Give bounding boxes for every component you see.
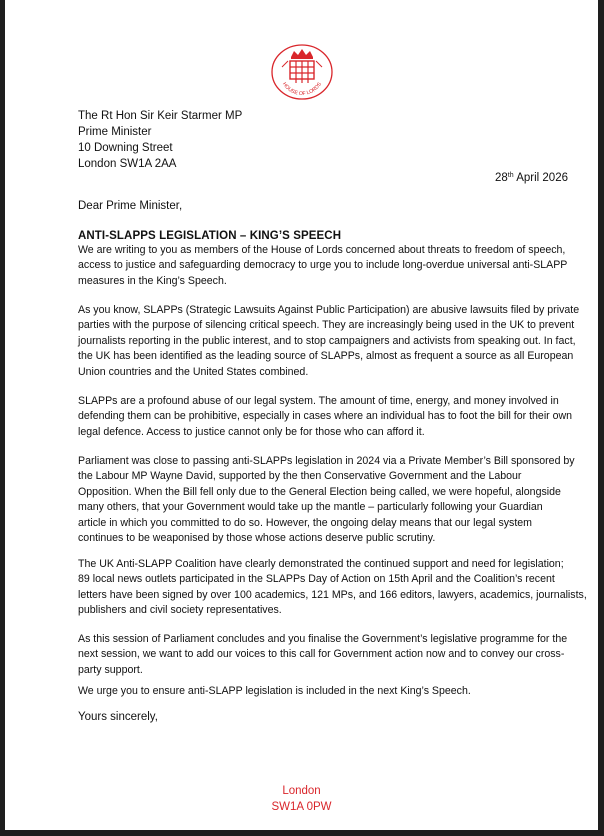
paragraph-line: defending them can be prohibitive, especially in cases where an individual has to foot the bill for their own [78, 410, 573, 423]
paragraph-line: Parliament was close to passing anti-SLAPPs legislation in 2024 via a Private Member’s Bill sponsored by [78, 455, 575, 467]
recipient-street: 10 Downing Street [78, 142, 173, 154]
letter-page [5, 0, 598, 830]
paragraph-line: the Labour MP Wayne David, supported by the then Conservative Government and the Labour [78, 470, 522, 483]
paragraph-line: SLAPPs are a profound abuse of our legal system. The amount of time, energy, and money involved in [78, 395, 559, 407]
paragraph-line: journalists reporting in the public interest, and to stop campaigners and activists from speaking out. In fact, [78, 334, 576, 347]
footer-postcode: SW1A 0PW [271, 801, 332, 813]
recipient-title: Prime Minister [78, 126, 152, 138]
paragraph-line: article in which you committed to do so. However, the ongoing delay means that our legal system [78, 516, 532, 529]
recipient-city: London SW1A 2AA [78, 158, 177, 170]
paragraph-6 [78, 632, 567, 678]
svg-text:HOUSE OF LORDS: HOUSE OF LORDS [281, 81, 323, 98]
paragraph-3 [78, 394, 572, 440]
paragraph-line: legal defence. Access to justice cannot only be for those who can afford it. [78, 425, 425, 438]
paragraph-line: Union countries and the United States combined. [78, 365, 309, 378]
paragraph-line: continues to be weaponised by those whose actions deserve public scrutiny. [78, 532, 436, 545]
paragraph-4 [78, 454, 575, 546]
paragraph-line: Opposition. When the Bill fell only due to the General Election being called, we were hopeful, alongside [78, 485, 561, 498]
paragraph-line: parties with the purpose of silencing critical speech. They are increasingly being used in the UK to prevent [78, 319, 575, 332]
paragraph-5 [78, 557, 587, 619]
paragraph-line: 89 local news outlets participated in the SLAPPs Day of Action on 15th April and the Coalition’s recent [78, 573, 555, 586]
letter-date [495, 172, 568, 184]
house-of-lords-logo [270, 43, 334, 101]
paragraph-line: next session, we want to add our voices to this call for Government action now and to convey our cross- [78, 648, 565, 661]
paragraph-line: The UK Anti-SLAPP Coalition have clearly demonstrated the continued support and need for legislation; [78, 558, 564, 570]
date-suffix: th [507, 172, 514, 179]
paragraph-line: party support. [78, 663, 143, 676]
portcullis-crest-icon [270, 43, 334, 101]
footer-city: London [282, 785, 321, 797]
paragraph-2 [78, 303, 579, 380]
recipient-name: The Rt Hon Sir Keir Starmer MP [78, 110, 243, 122]
date-day: 28 [495, 172, 508, 184]
date-rest: April 2026 [516, 172, 568, 184]
subject-heading: ANTI-SLAPPS LEGISLATION – KING’S SPEECH [78, 230, 342, 242]
paragraph-line: We urge you to ensure anti-SLAPP legislation is included in the next King’s Speech. [78, 685, 471, 697]
paragraph-1 [78, 243, 567, 289]
paragraph-line: the UK has been identified as the leading source of SLAPPs, almost as frequent a source as all European [78, 350, 574, 363]
paragraph-7 [78, 684, 471, 699]
salutation: Dear Prime Minister, [78, 200, 183, 212]
paragraph-line: letters have been signed by over 100 academics, 121 MPs, and 166 editors, lawyers, academics, journalists, [78, 588, 587, 601]
signoff: Yours sincerely, [78, 711, 158, 723]
paragraph-line: many others, that your Government would take up the mantle – particularly following your Guardian [78, 501, 543, 514]
paragraph-line: As this session of Parliament concludes and you finalise the Government’s legislative programme for the [78, 633, 568, 645]
paragraph-line: We are writing to you as members of the House of Lords concerned about threats to freedom of speech, [78, 244, 566, 256]
paragraph-line: publishers and civil society representatives. [78, 604, 282, 617]
paragraph-line: measures in the King’s Speech. [78, 274, 227, 287]
letterhead-footer [5, 783, 598, 815]
paragraph-line: access to justice and safeguarding democracy to urge you to include long-overdue universal anti-SLAPP [78, 259, 568, 272]
recipient-address [78, 108, 242, 172]
paragraph-line: As you know, SLAPPs (Strategic Lawsuits Against Public Participation) are abusive lawsuits filed by private [78, 304, 580, 316]
